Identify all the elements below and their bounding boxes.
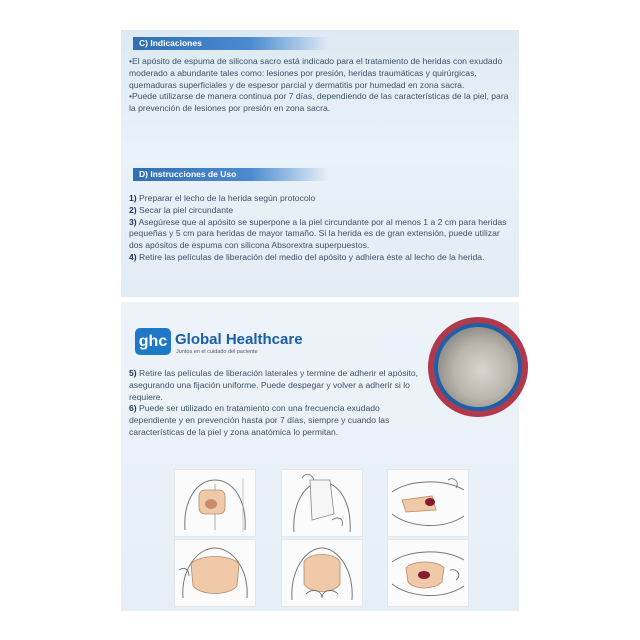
panel-bottom: [121, 302, 519, 611]
illustration-2: [281, 469, 363, 537]
section-d-body: [129, 193, 507, 264]
illustration-1: [174, 469, 256, 537]
step-1: 1) Preparar el lecho de la herida según protocolo: [129, 193, 316, 203]
section-d2-body: [129, 368, 429, 439]
illustration-6: [387, 539, 469, 607]
product-photo: [438, 327, 518, 407]
illustration-4: [174, 539, 256, 607]
step-5: 5) Retire las películas de liberación laterales y termine de adherir el apósito, asegurando una fijación uniforme. Puede despegar y volver a adherir si lo requiere.: [129, 368, 419, 402]
step-2: 2) Secar la piel circundante: [129, 204, 234, 215]
product-photo-ring: [428, 317, 528, 417]
step-4: 4) Retire las películas de liberación del medio del apósito y adhiera éste al lecho de la herida.: [129, 251, 485, 262]
ghc-logo: ghc: [135, 328, 171, 355]
step-3: 3) Asegúrese que al apósito se superpone a la piel circundante por al menos 1 a 2 cm para heridas pequeñas y 5 cm para heridas de mayor tamaño. Si la herida es de gran extensión, puede utilizar dos apósitos de espuma con silicona Absorextra superpuestos.: [129, 216, 507, 251]
section-c-header: C) Indicaciones: [133, 37, 329, 50]
panel-top: [121, 30, 519, 297]
section-d-header: D) Instrucciones de Uso: [133, 168, 329, 181]
step-6: 6) Puede ser utilizado en tratamiento con una frecuencia exudado dependiente y en prevención hasta por 7 días, siempre y cuando las características de la piel y zona anatómica lo permitan.: [129, 403, 390, 437]
section-c-body: [129, 56, 509, 115]
brand-tagline: Juntos en el cuidado del paciente: [176, 349, 258, 355]
brand-name: Global Healthcare: [175, 331, 303, 348]
indication-bullet-2: •Puede utilizarse de manera continua por 7 días, dependiendo de las características de la piel, para la prevención de lesiones por presión en zona sacra.: [129, 91, 509, 114]
indication-bullet-1: •El apósito de espuma de silicona sacro está indicado para el tratamiento de heridas con exudado moderado a abundante tales como: lesiones por presión, heridas traumáticas y quirúrgicas, quemaduras superficiales y de espesor parcial y dermatitis por humedad en zona sacra.: [129, 56, 503, 90]
illustration-5: [281, 539, 363, 607]
illustration-3: [387, 469, 469, 537]
